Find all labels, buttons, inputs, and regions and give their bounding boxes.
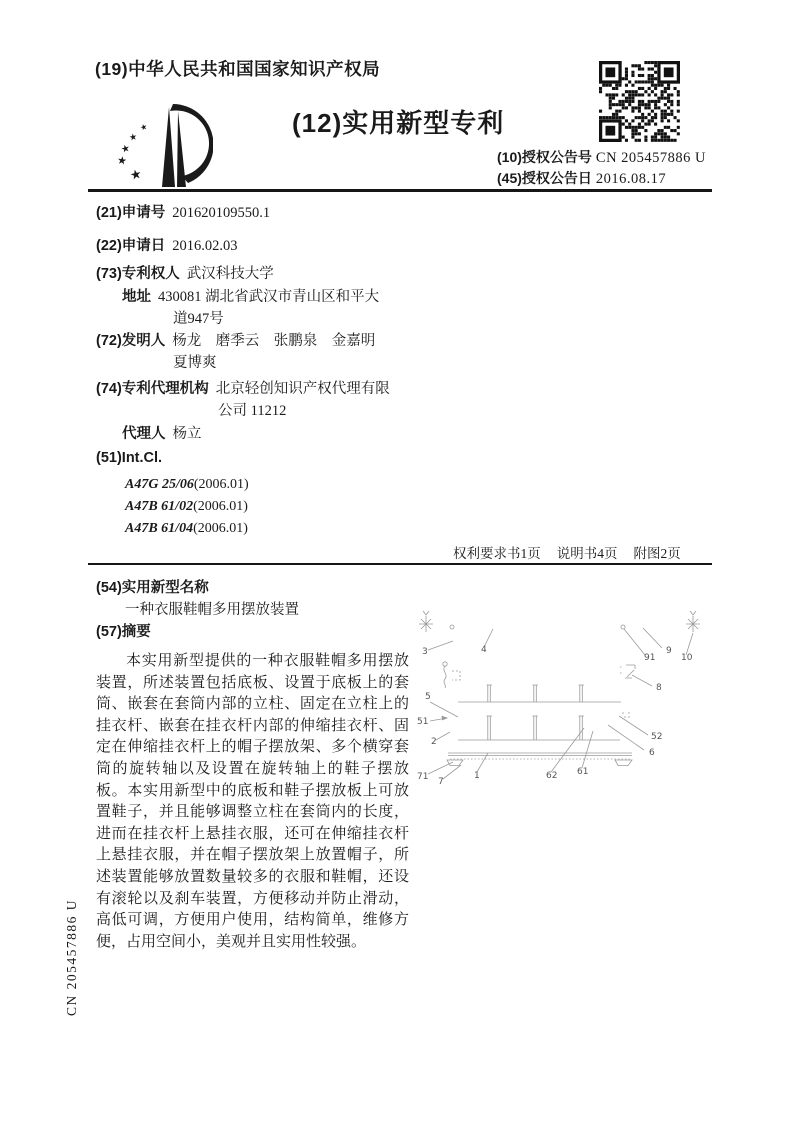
logo-arc xyxy=(170,104,213,183)
document-type-title xyxy=(292,103,504,140)
intcl-code: A47B 61/02 xyxy=(125,499,194,514)
header-divider xyxy=(88,189,712,192)
application-number: 201620109550.1 xyxy=(172,205,271,221)
description-pages: 说明书4页 xyxy=(556,546,618,561)
svg-text:★: ★ xyxy=(116,153,128,168)
figure-ref-9: 9 xyxy=(666,646,672,656)
patentee-row xyxy=(96,262,274,283)
arrowhead xyxy=(442,716,447,720)
inventors-row xyxy=(96,329,375,350)
svg-text:★: ★ xyxy=(119,142,132,156)
svg-text:★: ★ xyxy=(128,132,139,144)
address-row xyxy=(122,285,379,306)
mid-divider xyxy=(88,563,712,565)
figure-pages: 附图2页 xyxy=(633,546,681,561)
address-line1: 430081 湖北省武汉市青山区和平大 xyxy=(158,289,380,305)
patentee-label: (73)专利权人 xyxy=(96,266,180,282)
application-number-label: (21)申请号 xyxy=(96,205,166,221)
inventors-label: (72)发明人 xyxy=(96,333,166,349)
agent-label: 代理人 xyxy=(122,426,166,442)
office-prefix: (19) xyxy=(95,59,129,79)
intcl-label: (51)Int.Cl. xyxy=(96,450,163,466)
drawing-geometry xyxy=(419,611,700,779)
figure-ref-6: 6 xyxy=(649,748,655,758)
publication-date-row xyxy=(497,168,666,188)
intcl-code: A47G 25/06 xyxy=(125,477,194,492)
intcl-code: A47B 61/04 xyxy=(125,521,194,536)
patent-drawing xyxy=(405,597,705,802)
intcl-entry xyxy=(125,475,249,493)
figure-ref-71: 71 xyxy=(417,772,429,782)
intcl-row xyxy=(96,450,162,466)
figure-ref-1: 1 xyxy=(474,771,480,781)
intcl-version: (2006.01) xyxy=(193,499,248,514)
agency-row xyxy=(96,377,390,398)
figure-ref-51: 51 xyxy=(417,717,429,727)
figure-ref-2: 2 xyxy=(431,737,437,747)
figure-ref-4: 4 xyxy=(481,645,487,655)
publication-date: 2016.08.17 xyxy=(595,171,667,187)
office-name: 中华人民共和国国家知识产权局 xyxy=(128,59,381,79)
pages-info xyxy=(453,542,681,562)
side-publication-code: CN 205457886 U xyxy=(64,898,79,1016)
sipo-logo xyxy=(113,97,213,189)
intcl-entry xyxy=(125,497,248,515)
abstract-text: 本实用新型提供的一种衣服鞋帽多用摆放装置，所述装置包括底板、设置于底板上的套筒、嵌套在套筒内部的立柱、固定在立柱上的挂衣杆、嵌套在挂衣杆内部的伸缩挂衣杆、固定在伸缩挂衣杆上的帽子摆放架、多个横穿套筒的旋转轴以及设置在旋转轴上的鞋子摆放板。本实用新型中的底板和鞋子摆放板上可放置鞋子，并且能够调整立柱在套筒内的长度，进而在挂衣杆上悬挂衣服，还可在伸缩挂衣杆上悬挂衣服，并在帽子摆放架上放置帽子，所述装置能够放置数量较多的衣服和鞋帽，还设有滚轮以及刹车装置，方便移动并防止滑动，高低可调，方便用户使用，结构简单，维修方便，占用空间小，美观并且实用性较强。 xyxy=(96,653,409,950)
intcl-version: (2006.01) xyxy=(193,521,248,536)
figure-ref-7: 7 xyxy=(438,777,444,787)
figure-ref-61: 61 xyxy=(577,767,589,777)
publication-number: CN 205457886 U xyxy=(595,150,707,166)
figure-ref-91: 91 xyxy=(644,653,656,663)
utility-title-label: (54)实用新型名称 xyxy=(96,580,209,596)
filing-date-label: (22)申请日 xyxy=(96,238,166,254)
intcl-version: (2006.01) xyxy=(193,477,249,492)
svg-text:★: ★ xyxy=(138,121,149,133)
figure-ref-52: 52 xyxy=(651,732,663,742)
inventors-line2: 夏博爽 xyxy=(173,355,217,371)
doc-type-prefix: (12) xyxy=(292,108,343,138)
inventors-line1: 杨龙 磨季云 张鹏泉 金嘉明 xyxy=(172,333,376,349)
svg-text:★: ★ xyxy=(128,166,144,184)
logo-tower xyxy=(162,104,213,187)
agency-line2: 公司 11212 xyxy=(218,403,287,419)
figure-ref-3: 3 xyxy=(422,647,428,657)
figure-ref-8: 8 xyxy=(656,683,662,693)
publication-number-row xyxy=(497,147,706,167)
patentee: 武汉科技大学 xyxy=(186,266,274,282)
figure-ref-62: 62 xyxy=(546,771,558,781)
publication-date-label: (45)授权公告日 xyxy=(497,170,592,186)
address-label: 地址 xyxy=(122,289,151,305)
logo-stars xyxy=(116,122,148,184)
issuing-office xyxy=(95,56,380,81)
application-number-row xyxy=(96,201,270,222)
claims-pages: 权利要求书1页 xyxy=(453,546,541,561)
figure-ref-10: 10 xyxy=(681,653,693,663)
publication-number-label: (10)授权公告号 xyxy=(497,149,592,165)
filing-date: 2016.02.03 xyxy=(172,238,238,254)
agent-row xyxy=(122,422,202,443)
qr-code xyxy=(599,61,680,142)
doc-type-name: 实用新型专利 xyxy=(342,108,505,138)
agent-name: 杨立 xyxy=(172,426,202,442)
utility-title: 一种衣服鞋帽多用摆放装置 xyxy=(125,602,299,618)
agency-label: (74)专利代理机构 xyxy=(96,381,209,397)
intcl-entry xyxy=(125,519,248,537)
figure-ref-5: 5 xyxy=(425,692,431,702)
filing-date-row xyxy=(96,234,238,255)
address-line2: 道947号 xyxy=(173,311,224,327)
agency-line1: 北京轻创知识产权代理有限 xyxy=(215,381,390,397)
abstract-label: (57)摘要 xyxy=(96,624,151,640)
